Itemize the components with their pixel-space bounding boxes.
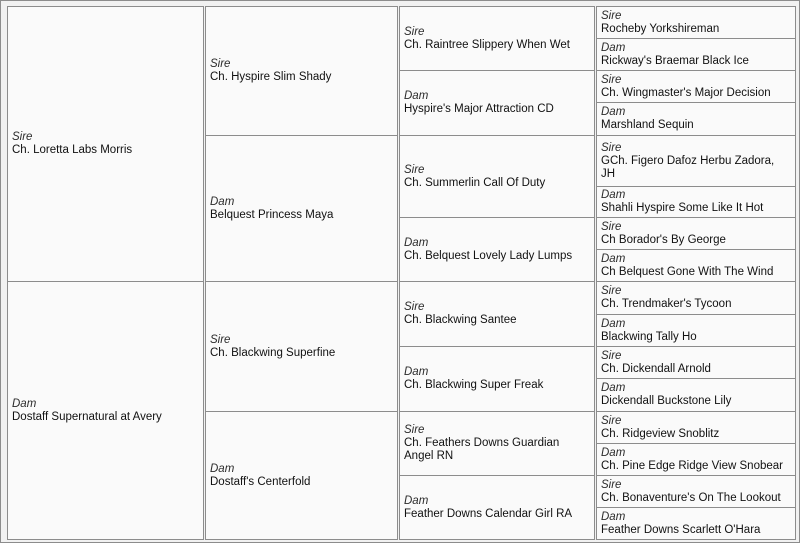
role-label: Sire xyxy=(12,131,33,143)
role-label: Sire xyxy=(601,9,622,22)
gen1-dam-cell xyxy=(7,281,204,540)
dog-name: Rocheby Yorkshireman xyxy=(601,22,720,35)
dog-name: Ch. Bonaventure's On The Lookout xyxy=(601,491,781,504)
gen1-sire-cell xyxy=(7,6,204,282)
gen3-dam-cell xyxy=(399,70,595,136)
gen4-sire-cell xyxy=(596,135,796,187)
gen4-dam-cell xyxy=(596,186,796,218)
dog-name: Ch. Summerlin Call Of Duty xyxy=(404,176,546,189)
dog-name: Ch. Ridgeview Snoblitz xyxy=(601,427,720,440)
role-label: Sire xyxy=(601,73,622,86)
dog-name: Ch. Loretta Labs Morris xyxy=(12,144,133,156)
role-label: Dam xyxy=(601,106,626,118)
dog-name: Feather Downs Calendar Girl RA xyxy=(404,507,573,520)
role-label: Sire xyxy=(601,220,622,233)
dog-name: Rickway's Braemar Black Ice xyxy=(601,54,749,67)
role-label: Sire xyxy=(601,141,622,154)
gen3-sire-cell xyxy=(399,281,595,347)
dog-name: Dostaff's Centerfold xyxy=(210,475,311,488)
role-label: Sire xyxy=(601,478,622,491)
dog-name: Ch. Blackwing Superfine xyxy=(210,346,336,359)
gen2-dam-cell xyxy=(205,411,398,540)
gen4-dam-cell xyxy=(596,249,796,282)
dog-name: Ch. Raintree Slippery When Wet xyxy=(404,38,570,51)
gen4-sire-cell xyxy=(596,281,796,315)
dog-name: Blackwing Tally Ho xyxy=(601,330,697,343)
gen3-dam-cell xyxy=(399,346,595,412)
dog-name: Ch. Trendmaker's Tycoon xyxy=(601,298,732,310)
dog-name: Ch Borador's By George xyxy=(601,233,726,246)
dog-name: Shahli Hyspire Some Like It Hot xyxy=(601,202,764,214)
gen4-dam-cell xyxy=(596,378,796,412)
dog-name: Hyspire's Major Attraction CD xyxy=(404,103,554,115)
role-label: Sire xyxy=(404,163,425,176)
gen3-sire-cell xyxy=(399,135,595,218)
dog-name: Dickendall Buckstone Lily xyxy=(601,395,732,407)
gen4-dam-cell xyxy=(596,102,796,136)
role-label: Dam xyxy=(404,366,429,378)
dog-name: Feather Downs Scarlett O'Hara xyxy=(601,523,761,536)
role-label: Dam xyxy=(404,236,429,249)
gen4-dam-cell xyxy=(596,38,796,71)
role-label: Sire xyxy=(404,301,425,313)
gen2-sire-cell xyxy=(205,6,398,136)
role-label: Dam xyxy=(601,41,626,54)
gen4-sire-cell xyxy=(596,6,796,39)
gen4-dam-cell xyxy=(596,507,796,540)
role-label: Dam xyxy=(12,397,37,410)
gen2-sire-cell xyxy=(205,281,398,412)
dog-name: Ch. Pine Edge Ridge View Snobear xyxy=(601,459,783,472)
gen4-sire-cell xyxy=(596,475,796,508)
role-label: Dam xyxy=(210,462,235,475)
role-label: Dam xyxy=(601,382,626,394)
role-label: Dam xyxy=(601,510,626,523)
role-label: Dam xyxy=(601,252,626,265)
dog-name: Marshland Sequin xyxy=(601,119,694,131)
dog-name: Ch. Dickendall Arnold xyxy=(601,362,711,375)
dog-name: GCh. Figero Dafoz Herbu Zadora, JH xyxy=(601,154,775,180)
dog-name: Belquest Princess Maya xyxy=(210,208,334,221)
role-label: Sire xyxy=(601,349,622,362)
gen3-dam-cell xyxy=(399,217,595,282)
role-label: Dam xyxy=(601,446,626,459)
role-label: Sire xyxy=(210,333,231,346)
dog-name: Dostaff Supernatural at Avery xyxy=(12,410,162,423)
role-label: Sire xyxy=(404,25,425,38)
role-label: Sire xyxy=(601,285,622,297)
role-label: Sire xyxy=(210,58,231,70)
role-label: Sire xyxy=(601,414,622,427)
gen3-sire-cell xyxy=(399,411,595,476)
dog-name: Ch. Hyspire Slim Shady xyxy=(210,71,332,83)
role-label: Dam xyxy=(404,90,429,102)
gen4-dam-cell xyxy=(596,443,796,476)
dog-name: Ch Belquest Gone With The Wind xyxy=(601,265,774,278)
role-label: Dam xyxy=(601,317,626,330)
dog-name: Ch. Blackwing Santee xyxy=(404,314,517,326)
role-label: Sire xyxy=(404,424,425,436)
dog-name: Ch. Feathers Downs Guardian Angel RN xyxy=(404,437,560,462)
gen4-sire-cell xyxy=(596,411,796,444)
dog-name: Ch. Blackwing Super Freak xyxy=(404,379,544,391)
gen4-dam-cell xyxy=(596,314,796,347)
dog-name: Ch. Wingmaster's Major Decision xyxy=(601,86,771,99)
gen3-dam-cell xyxy=(399,475,595,540)
gen3-sire-cell xyxy=(399,6,595,71)
role-label: Dam xyxy=(404,494,429,507)
dog-name: Ch. Belquest Lovely Lady Lumps xyxy=(404,249,573,262)
role-label: Dam xyxy=(601,189,626,201)
role-label: Dam xyxy=(210,195,235,208)
gen4-sire-cell xyxy=(596,70,796,103)
gen2-dam-cell xyxy=(205,135,398,282)
gen4-sire-cell xyxy=(596,217,796,250)
gen4-sire-cell xyxy=(596,346,796,379)
